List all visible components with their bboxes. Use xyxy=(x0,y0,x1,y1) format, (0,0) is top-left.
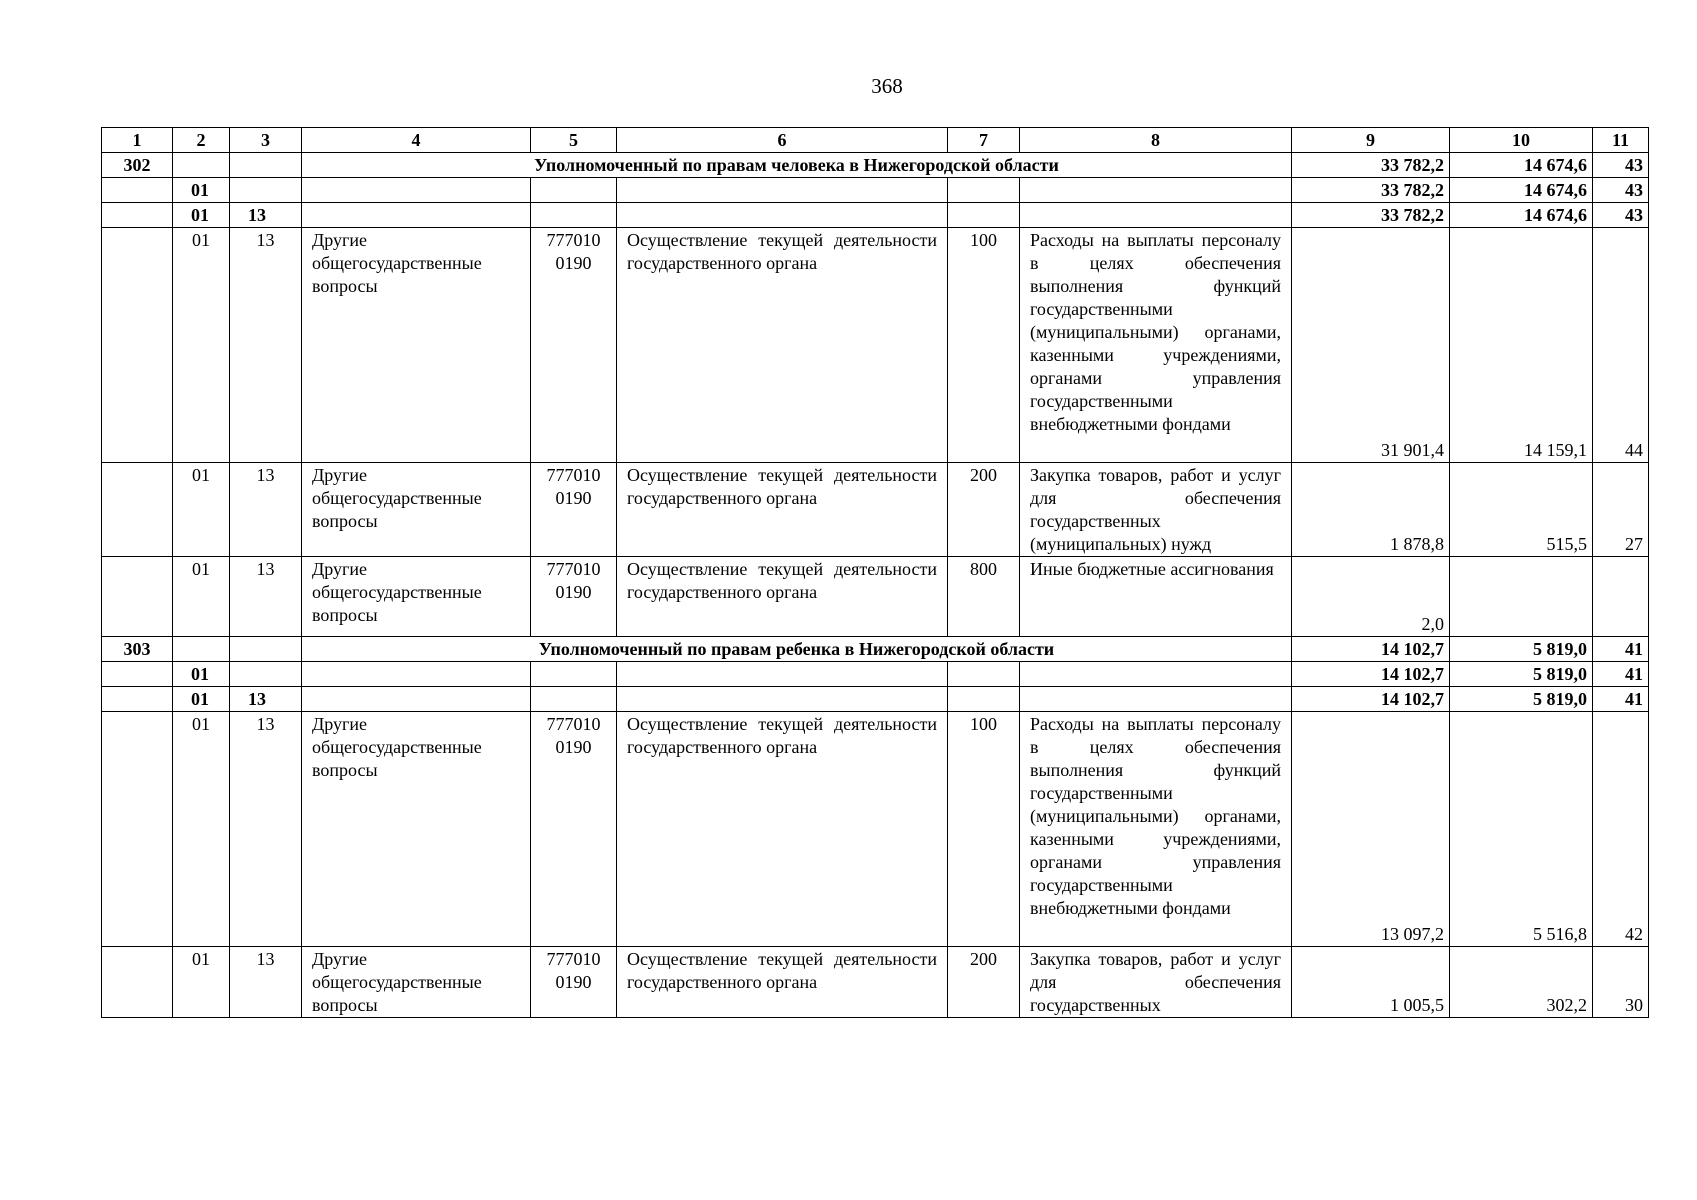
amount-col10: 5 516,8 xyxy=(1450,712,1593,947)
page-number: 368 xyxy=(871,74,903,98)
expense-name: Другие общегосударственные вопросы xyxy=(302,557,531,637)
expense-type-name: Расходы на выплаты персоналу в целях обеспечения выполнения функций государственными (муниципальными) органами, казенными учреждениями, органами управления государственными внебюджетными фондами xyxy=(1020,712,1292,947)
expense-row xyxy=(102,712,1649,947)
column-number: 6 xyxy=(617,128,948,153)
section-code: 01 xyxy=(173,557,230,637)
amount-col9: 1 005,5 xyxy=(1292,947,1450,1018)
target-code: 777010 0190 xyxy=(531,947,617,1018)
amount-col10: 14 674,6 xyxy=(1450,203,1593,228)
amount-col10: 14 674,6 xyxy=(1450,178,1593,203)
expense-row xyxy=(102,947,1649,1018)
section-code: 01 xyxy=(173,662,230,687)
subsection-code: 13 xyxy=(230,947,302,1018)
column-number: 1 xyxy=(102,128,173,153)
section-code: 01 xyxy=(173,712,230,947)
target-code: 777010 0190 xyxy=(531,557,617,637)
expense-type-code: 200 xyxy=(948,463,1020,557)
subsection-code: 13 xyxy=(230,557,302,637)
amount-col10 xyxy=(1450,557,1593,637)
amount-col9: 1 878,8 xyxy=(1292,463,1450,557)
department-total-row xyxy=(102,637,1649,662)
target-code: 777010 0190 xyxy=(531,463,617,557)
department-title: Уполномоченный по правам человека в Нижегородской области xyxy=(302,153,1292,178)
target-code: 777010 0190 xyxy=(531,228,617,463)
section-code: 01 xyxy=(173,203,230,228)
section-code: 01 xyxy=(173,947,230,1018)
subsection-code: 13 xyxy=(230,203,302,228)
column-number: 8 xyxy=(1020,128,1292,153)
expense-type-name: Иные бюджетные ассигнования xyxy=(1020,557,1292,637)
amount-col10: 515,5 xyxy=(1450,463,1593,557)
section-total-row xyxy=(102,662,1649,687)
column-number: 11 xyxy=(1593,128,1649,153)
amount-col9: 31 901,4 xyxy=(1292,228,1450,463)
column-number: 3 xyxy=(230,128,302,153)
expense-type-code: 800 xyxy=(948,557,1020,637)
expense-name: Другие общегосударственные вопросы xyxy=(302,228,531,463)
amount-col10: 5 819,0 xyxy=(1450,687,1593,712)
expense-row xyxy=(102,557,1649,637)
subsection-code: 13 xyxy=(230,712,302,947)
amount-col9: 14 102,7 xyxy=(1292,662,1450,687)
column-number: 10 xyxy=(1450,128,1593,153)
amount-col10: 14 159,1 xyxy=(1450,228,1593,463)
subsection-total-row xyxy=(102,203,1649,228)
expense-purpose: Осуществление текущей деятельности государственного органа xyxy=(617,463,948,557)
expense-name: Другие общегосударственные вопросы xyxy=(302,463,531,557)
department-total-row xyxy=(102,153,1649,178)
section-code: 01 xyxy=(173,228,230,463)
expense-type-name: Закупка товаров, работ и услуг для обеспечения государственных (муниципальных) нужд xyxy=(1020,463,1292,557)
subsection-total-row xyxy=(102,687,1649,712)
column-number-row xyxy=(102,128,1649,153)
percent-col11: 30 xyxy=(1593,947,1649,1018)
expense-purpose: Осуществление текущей деятельности государственного органа xyxy=(617,712,948,947)
column-number: 5 xyxy=(531,128,617,153)
percent-col11: 44 xyxy=(1593,228,1649,463)
percent-col11: 43 xyxy=(1593,153,1649,178)
amount-col9: 33 782,2 xyxy=(1292,153,1450,178)
percent-col11: 41 xyxy=(1593,662,1649,687)
column-number: 9 xyxy=(1292,128,1450,153)
amount-col10: 5 819,0 xyxy=(1450,637,1593,662)
expense-row xyxy=(102,228,1649,463)
expense-type-code: 200 xyxy=(948,947,1020,1018)
section-total-row xyxy=(102,178,1649,203)
section-code: 01 xyxy=(173,687,230,712)
expense-type-code: 100 xyxy=(948,712,1020,947)
expense-type-name: Расходы на выплаты персоналу в целях обеспечения выполнения функций государственными (муниципальными) органами, казенными учреждениями, органами управления государственными внебюджетными фондами xyxy=(1020,228,1292,463)
expense-row xyxy=(102,463,1649,557)
subsection-code: 13 xyxy=(230,228,302,463)
department-code: 303 xyxy=(102,637,173,662)
department-title: Уполномоченный по правам ребенка в Нижегородской области xyxy=(302,637,1292,662)
amount-col9: 33 782,2 xyxy=(1292,203,1450,228)
amount-col10: 14 674,6 xyxy=(1450,153,1593,178)
expense-name: Другие общегосударственные вопросы xyxy=(302,947,531,1018)
amount-col9: 14 102,7 xyxy=(1292,637,1450,662)
section-code: 01 xyxy=(173,178,230,203)
subsection-code: 13 xyxy=(230,687,302,712)
budget-table xyxy=(101,127,1649,1018)
amount-col9: 14 102,7 xyxy=(1292,687,1450,712)
percent-col11: 41 xyxy=(1593,687,1649,712)
column-number: 2 xyxy=(173,128,230,153)
percent-col11: 41 xyxy=(1593,637,1649,662)
section-code: 01 xyxy=(173,463,230,557)
expense-type-code: 100 xyxy=(948,228,1020,463)
expense-purpose: Осуществление текущей деятельности государственного органа xyxy=(617,557,948,637)
amount-col9: 2,0 xyxy=(1292,557,1450,637)
department-code: 302 xyxy=(102,153,173,178)
percent-col11: 43 xyxy=(1593,203,1649,228)
amount-col9: 33 782,2 xyxy=(1292,178,1450,203)
percent-col11: 42 xyxy=(1593,712,1649,947)
expense-purpose: Осуществление текущей деятельности государственного органа xyxy=(617,228,948,463)
amount-col10: 5 819,0 xyxy=(1450,662,1593,687)
expense-type-name: Закупка товаров, работ и услуг для обеспечения государственных xyxy=(1020,947,1292,1018)
target-code: 777010 0190 xyxy=(531,712,617,947)
percent-col11: 43 xyxy=(1593,178,1649,203)
subsection-code: 13 xyxy=(230,463,302,557)
expense-name: Другие общегосударственные вопросы xyxy=(302,712,531,947)
amount-col9: 13 097,2 xyxy=(1292,712,1450,947)
expense-purpose: Осуществление текущей деятельности государственного органа xyxy=(617,947,948,1018)
amount-col10: 302,2 xyxy=(1450,947,1593,1018)
column-number: 7 xyxy=(948,128,1020,153)
percent-col11: 27 xyxy=(1593,463,1649,557)
percent-col11 xyxy=(1593,557,1649,637)
column-number: 4 xyxy=(302,128,531,153)
